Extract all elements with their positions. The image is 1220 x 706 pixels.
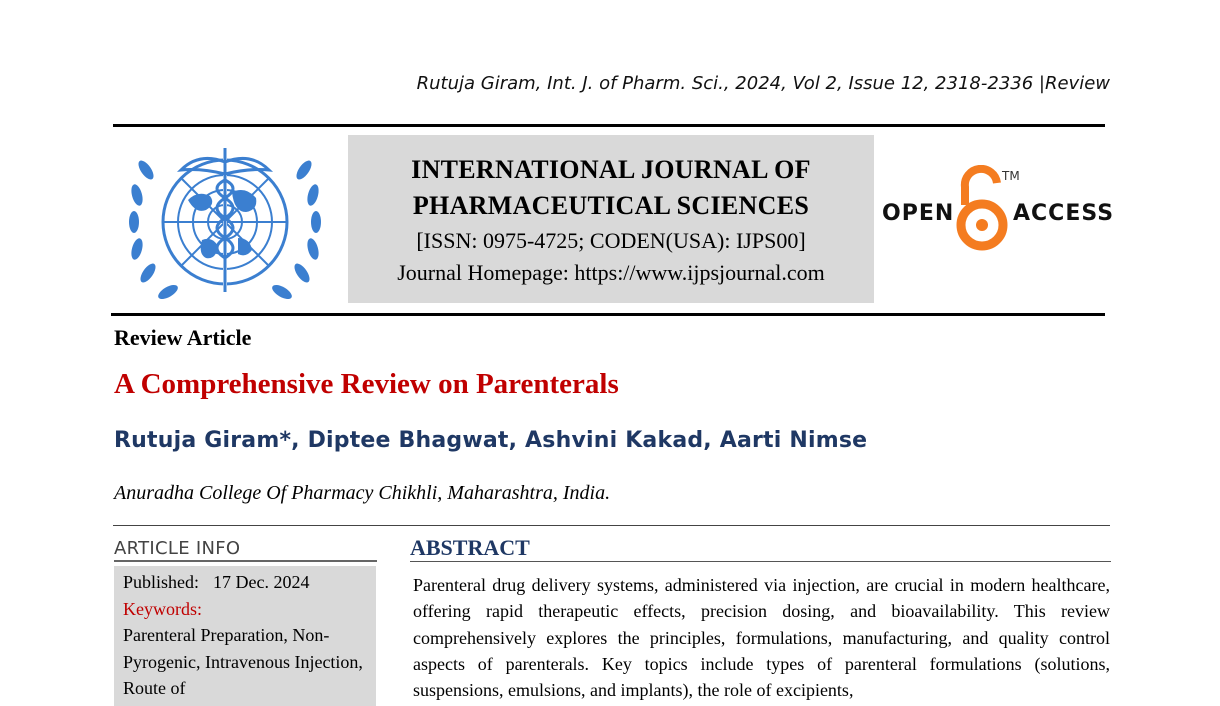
open-access-open-text: OPEN xyxy=(882,201,955,226)
masthead-bottom-rule xyxy=(111,313,1105,316)
journal-name-line-1: INTERNATIONAL JOURNAL OF xyxy=(411,155,811,184)
journal-masthead xyxy=(348,135,874,303)
top-rule xyxy=(113,124,1105,127)
homepage-line: Journal Homepage: https://www.ijpsjournal.com xyxy=(397,260,825,285)
article-info-box xyxy=(114,566,376,706)
issn-line: [ISSN: 0975-4725; CODEN(USA): IJPS00] xyxy=(416,228,806,253)
globe-caduceus-icon xyxy=(126,140,324,306)
keywords-text: Parenteral Preparation, Non-Pyrogenic, Intravenous Injection, Route of xyxy=(123,625,363,698)
journal-logo xyxy=(126,140,324,306)
trademark-mark: TM xyxy=(1002,169,1020,183)
article-info-heading: ARTICLE INFO xyxy=(114,538,377,562)
article-type: Review Article xyxy=(114,325,252,350)
keywords-label: Keywords: xyxy=(123,598,202,619)
article-title: A Comprehensive Review on Parenterals xyxy=(114,368,619,400)
abstract-heading: ABSTRACT xyxy=(410,535,1111,562)
journal-name-line-2: PHARMACEUTICAL SCIENCES xyxy=(412,191,810,220)
published-label: Published: xyxy=(123,572,200,592)
author-list: Rutuja Giram*, Diptee Bhagwat, Ashvini Kakad, Aarti Nimse xyxy=(114,428,868,453)
published-date: 17 Dec. 2024 xyxy=(213,572,310,592)
published-row xyxy=(123,569,367,596)
running-head: Rutuja Giram, Int. J. of Pharm. Sci., 2024, Vol 2, Issue 12, 2318-2336 |Review xyxy=(416,73,1110,94)
open-access-access-text: ACCESS xyxy=(1013,201,1115,226)
abstract-text: Parenteral drug delivery systems, administered via injection, are crucial in modern healthcare, offering rapid therapeutic effects, precision dosing, and bioavailability. This review comprehensively explores the principles, formulations, manufacturing, and quality control aspects of parenterals. Key topics include types of parenteral formulations (solutions, suspensions, emulsions, and implants), the role of excipients, xyxy=(413,575,1110,701)
section-divider xyxy=(113,525,1110,526)
open-access-badge xyxy=(880,165,1115,253)
affiliation: Anuradha College Of Pharmacy Chikhli, Maharashtra, India. xyxy=(114,482,611,504)
